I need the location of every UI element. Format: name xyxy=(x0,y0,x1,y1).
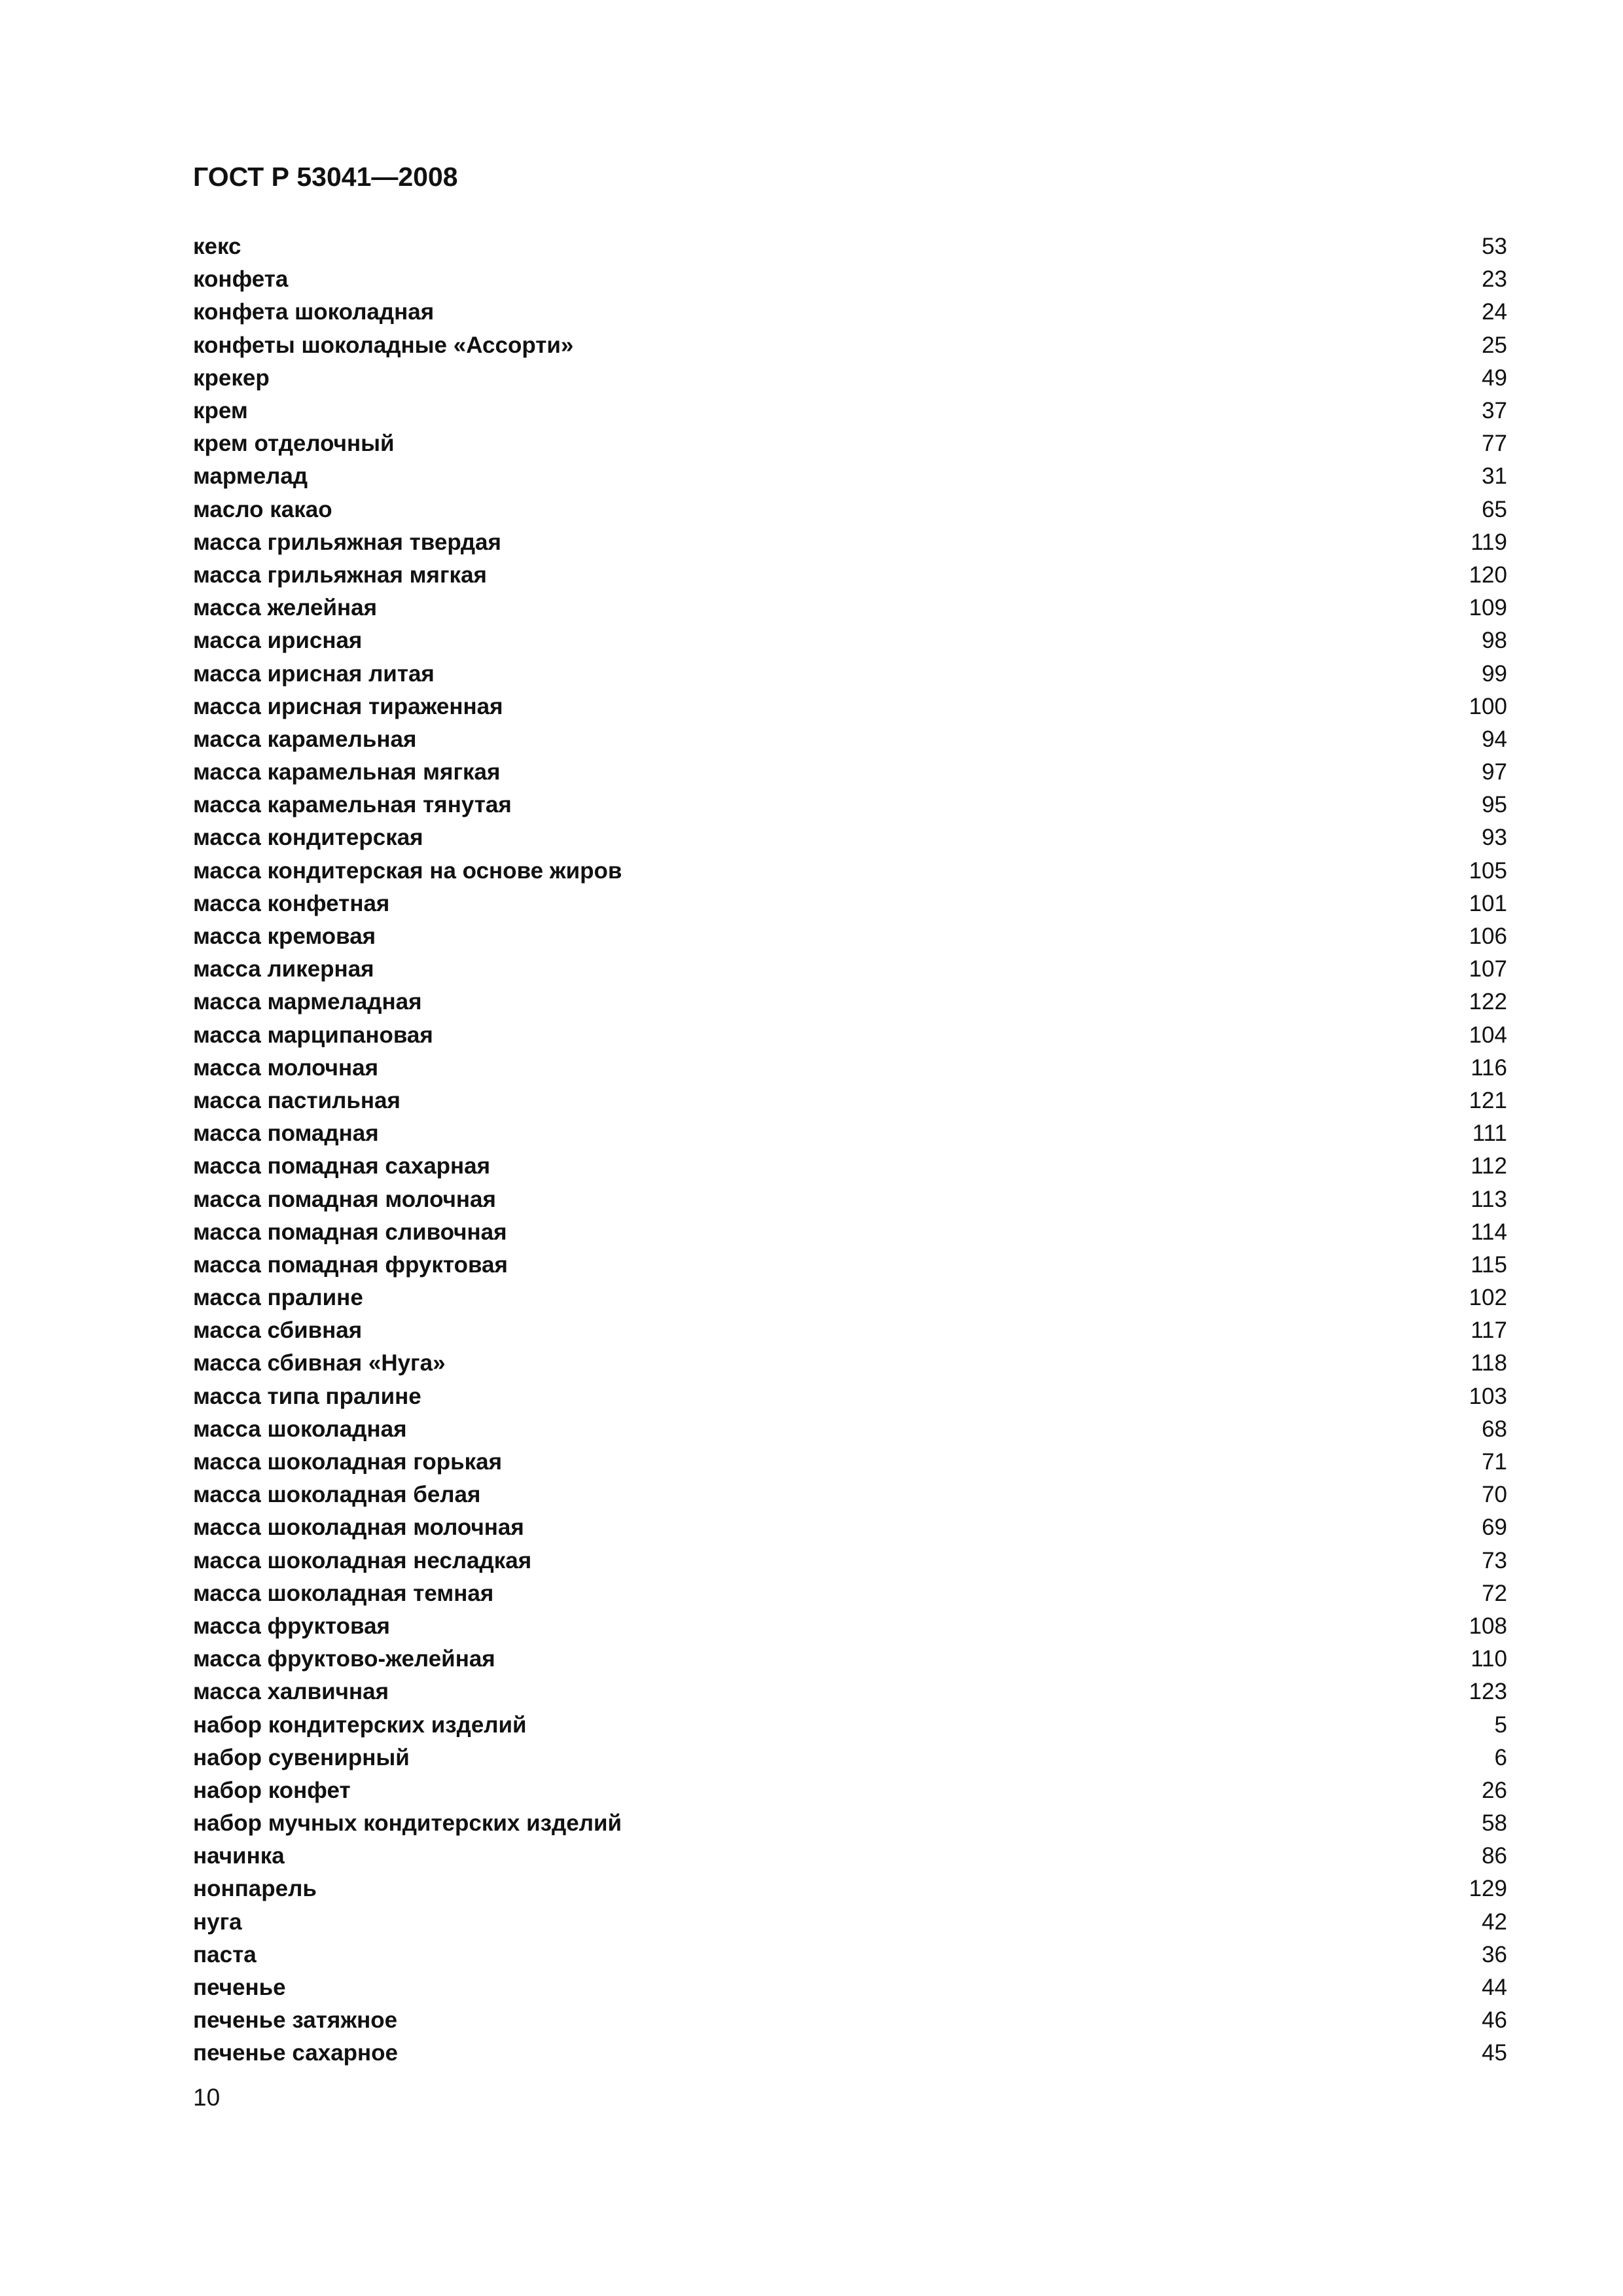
index-ref-number: 129 xyxy=(1469,1876,1507,1902)
index-term: масса желейная xyxy=(193,595,378,621)
index-term: конфеты шоколадные «Ассорти» xyxy=(193,332,574,358)
index-ref-number: 26 xyxy=(1482,1777,1507,1803)
index-entry xyxy=(193,1347,1507,1380)
index-term: масса кондитерская на основе жиров xyxy=(193,857,622,884)
index-entry xyxy=(193,230,1507,263)
index-term: набор кондитерских изделий xyxy=(193,1712,527,1738)
index-entry xyxy=(193,1577,1507,1610)
index-ref-number: 42 xyxy=(1482,1909,1507,1935)
index-term: масса шоколадная темная xyxy=(193,1580,494,1606)
index-ref-number: 119 xyxy=(1471,529,1507,555)
index-entry xyxy=(193,526,1507,559)
index-term: масса карамельная мягкая xyxy=(193,759,501,785)
index-ref-number: 121 xyxy=(1469,1087,1507,1113)
index-term: масса шоколадная белая xyxy=(193,1482,481,1508)
index-term: масло какао xyxy=(193,496,332,522)
index-ref-number: 113 xyxy=(1471,1186,1507,1212)
index-term: масса фруктово-желейная xyxy=(193,1646,495,1672)
index-entry xyxy=(193,1906,1507,1939)
index-ref-number: 110 xyxy=(1471,1646,1507,1672)
index-term: масса марципановая xyxy=(193,1022,433,1048)
index-term: печенье xyxy=(193,1975,286,2001)
index-ref-number: 104 xyxy=(1469,1022,1507,1048)
index-ref-number: 123 xyxy=(1469,1679,1507,1705)
index-ref-number: 101 xyxy=(1469,890,1507,916)
index-entry xyxy=(193,1446,1507,1479)
index-ref-number: 118 xyxy=(1471,1350,1507,1376)
index-entry xyxy=(193,1708,1507,1741)
index-term: масса шоколадная горькая xyxy=(193,1449,503,1475)
index-entry xyxy=(193,460,1507,493)
index-entry xyxy=(193,1545,1507,1577)
index-ref-number: 68 xyxy=(1482,1416,1507,1442)
index-entry xyxy=(193,691,1507,723)
index-ref-number: 23 xyxy=(1482,266,1507,293)
index-entry xyxy=(193,1085,1507,1117)
index-entry xyxy=(193,1971,1507,2004)
index-ref-number: 44 xyxy=(1482,1975,1507,2001)
index-ref-number: 105 xyxy=(1469,857,1507,884)
index-entry xyxy=(193,1150,1507,1183)
index-term: масса шоколадная молочная xyxy=(193,1515,524,1541)
index-term: паста xyxy=(193,1941,257,1967)
index-term: масса фруктовая xyxy=(193,1613,390,1639)
index-entry xyxy=(193,1314,1507,1347)
index-entry xyxy=(193,1216,1507,1249)
index-term: масса помадная сливочная xyxy=(193,1219,507,1245)
index-ref-number: 24 xyxy=(1482,299,1507,325)
index-ref-number: 115 xyxy=(1471,1251,1507,1278)
index-entry xyxy=(193,493,1507,526)
index-entry xyxy=(193,1380,1507,1413)
index-entry xyxy=(193,2037,1507,2070)
index-ref-number: 65 xyxy=(1482,496,1507,522)
index-ref-number: 36 xyxy=(1482,1941,1507,1967)
index-entry xyxy=(193,624,1507,657)
index-entry xyxy=(193,1019,1507,1052)
index-term: масса сбивная xyxy=(193,1318,363,1344)
index-ref-number: 73 xyxy=(1482,1547,1507,1573)
index-ref-number: 116 xyxy=(1471,1054,1507,1081)
index-entry xyxy=(193,559,1507,592)
index-term: масса сбивная «Нуга» xyxy=(193,1350,446,1376)
index-ref-number: 102 xyxy=(1469,1285,1507,1311)
index-ref-number: 31 xyxy=(1482,463,1507,490)
index-ref-number: 86 xyxy=(1482,1843,1507,1869)
index-term: масса типа пралине xyxy=(193,1383,421,1409)
index-term: крем отделочный xyxy=(193,431,395,457)
index-ref-number: 49 xyxy=(1482,365,1507,391)
index-entry xyxy=(193,986,1507,1018)
index-entry xyxy=(193,1939,1507,1971)
index-entry xyxy=(193,1511,1507,1544)
index-entry xyxy=(193,1479,1507,1511)
index-entry xyxy=(193,329,1507,362)
index-entry xyxy=(193,1052,1507,1085)
index-ref-number: 25 xyxy=(1482,332,1507,358)
index-ref-number: 109 xyxy=(1469,595,1507,621)
index-entry xyxy=(193,920,1507,953)
index-entry xyxy=(193,821,1507,854)
index-ref-number: 99 xyxy=(1482,660,1507,687)
index-ref-number: 5 xyxy=(1494,1712,1507,1738)
index-term: набор сувенирный xyxy=(193,1744,410,1770)
index-term: масса шоколадная несладкая xyxy=(193,1547,532,1573)
index-entry xyxy=(193,362,1507,395)
index-term: набор конфет xyxy=(193,1777,351,1803)
index-term: масса кремовая xyxy=(193,924,376,950)
index-ref-number: 108 xyxy=(1469,1613,1507,1639)
index-ref-number: 46 xyxy=(1482,2007,1507,2034)
alphabetical-index-list xyxy=(193,230,1507,2070)
index-ref-number: 95 xyxy=(1482,792,1507,818)
index-term: масса помадная молочная xyxy=(193,1186,496,1212)
index-entry xyxy=(193,789,1507,821)
index-entry xyxy=(193,1643,1507,1676)
index-ref-number: 71 xyxy=(1482,1449,1507,1475)
index-ref-number: 58 xyxy=(1482,1810,1507,1837)
index-term: масса шоколадная xyxy=(193,1416,407,1442)
index-term: масса помадная сахарная xyxy=(193,1153,491,1179)
index-entry xyxy=(193,1282,1507,1314)
document-header: ГОСТ Р 53041—2008 xyxy=(193,162,458,192)
index-entry xyxy=(193,1807,1507,1840)
index-ref-number: 111 xyxy=(1472,1121,1507,1147)
index-entry xyxy=(193,888,1507,920)
index-ref-number: 117 xyxy=(1471,1318,1507,1344)
index-ref-number: 106 xyxy=(1469,924,1507,950)
index-ref-number: 122 xyxy=(1469,989,1507,1015)
index-ref-number: 98 xyxy=(1482,628,1507,654)
index-entry xyxy=(193,395,1507,427)
index-ref-number: 93 xyxy=(1482,825,1507,851)
index-entry xyxy=(193,855,1507,888)
index-term: масса помадная фруктовая xyxy=(193,1251,508,1278)
index-term: печенье затяжное xyxy=(193,2007,398,2034)
index-term: конфета шоколадная xyxy=(193,299,435,325)
index-entry xyxy=(193,1249,1507,1282)
index-entry xyxy=(193,296,1507,329)
index-term: масса грильяжная мягкая xyxy=(193,562,487,588)
index-ref-number: 103 xyxy=(1469,1383,1507,1409)
index-entry xyxy=(193,756,1507,789)
index-entry xyxy=(193,1676,1507,1708)
index-entry xyxy=(193,1742,1507,1774)
index-entry xyxy=(193,1117,1507,1150)
index-term: масса кондитерская xyxy=(193,825,423,851)
index-entry xyxy=(193,657,1507,690)
index-term: масса ликерная xyxy=(193,956,374,982)
index-term: масса пралине xyxy=(193,1285,363,1311)
index-ref-number: 107 xyxy=(1469,956,1507,982)
index-term: крекер xyxy=(193,365,270,391)
index-entry xyxy=(193,2004,1507,2037)
index-term: масса помадная xyxy=(193,1121,379,1147)
index-ref-number: 114 xyxy=(1471,1219,1507,1245)
index-entry xyxy=(193,1183,1507,1215)
index-entry xyxy=(193,263,1507,296)
index-entry xyxy=(193,723,1507,756)
index-entry xyxy=(193,1610,1507,1643)
index-entry xyxy=(193,1413,1507,1446)
index-ref-number: 70 xyxy=(1482,1482,1507,1508)
index-ref-number: 112 xyxy=(1471,1153,1507,1179)
index-term: масса карамельная xyxy=(193,726,417,752)
index-term: масса конфетная xyxy=(193,890,390,916)
index-ref-number: 37 xyxy=(1482,398,1507,424)
index-ref-number: 72 xyxy=(1482,1580,1507,1606)
index-ref-number: 94 xyxy=(1482,726,1507,752)
index-ref-number: 77 xyxy=(1482,431,1507,457)
index-entry xyxy=(193,427,1507,460)
index-term: масса грильяжная твердая xyxy=(193,529,501,555)
index-ref-number: 120 xyxy=(1469,562,1507,588)
index-term: начинка xyxy=(193,1843,285,1869)
index-ref-number: 100 xyxy=(1469,693,1507,719)
index-entry xyxy=(193,1774,1507,1807)
index-term: масса ирисная тираженная xyxy=(193,693,503,719)
index-ref-number: 53 xyxy=(1482,234,1507,260)
index-term: масса молочная xyxy=(193,1054,379,1081)
index-entry xyxy=(193,1873,1507,1905)
index-term: крем xyxy=(193,398,248,424)
index-ref-number: 69 xyxy=(1482,1515,1507,1541)
index-term: кекс xyxy=(193,234,241,260)
index-term: масса халвичная xyxy=(193,1679,389,1705)
index-term: нонпарель xyxy=(193,1876,317,1902)
index-entry xyxy=(193,953,1507,986)
index-entry xyxy=(193,592,1507,624)
index-entry xyxy=(193,1840,1507,1873)
index-term: масса ирисная xyxy=(193,628,363,654)
index-term: конфета xyxy=(193,266,289,293)
index-term: набор мучных кондитерских изделий xyxy=(193,1810,622,1837)
index-term: масса пастильная xyxy=(193,1087,401,1113)
index-ref-number: 97 xyxy=(1482,759,1507,785)
index-term: нуга xyxy=(193,1909,242,1935)
index-ref-number: 6 xyxy=(1494,1744,1507,1770)
page-number: 10 xyxy=(193,2084,221,2111)
index-term: печенье сахарное xyxy=(193,2040,399,2066)
index-term: мармелад xyxy=(193,463,308,490)
index-term: масса ирисная литая xyxy=(193,660,435,687)
index-term: масса мармеладная xyxy=(193,989,422,1015)
index-term: масса карамельная тянутая xyxy=(193,792,512,818)
index-ref-number: 45 xyxy=(1482,2040,1507,2066)
